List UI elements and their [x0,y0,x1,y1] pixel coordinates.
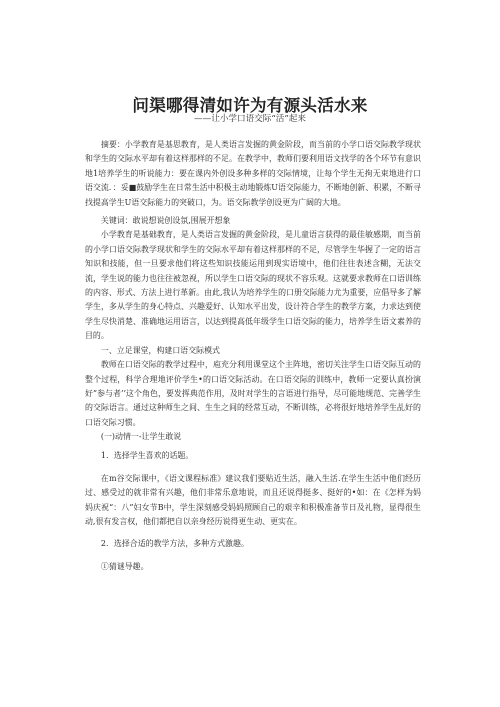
intro-paragraph: 小学教育是基础教育，是人类语言发掘的黄金阶段，是儿童语言获得的最佳敏感期，而当前的小学口语交际教学现状和学生的交际水平却有着这样那样的不足，尽管学生华握了一定的语言知识和技能，但一旦要求他们将这些知识技能运用到现实语境中，他们往往表述含糊，无法交流，学生说的能力也往往被忽视，所以学生口语交际的现状不容乐观。这就要求教师在口语训练的内容、形式、方法上进行革新。由此,我认为培养学生的口册交际能力尤为重要，应倡导多了解学生，多从学生的身心特点、兴趣爱好、认知水平出发，设计符合学生的教学方案，力求达到使学生尽快消楚、准确地运用语言，以达到提高低年级学生口语交际的能力，培养学生语文素养的目的。 [85,230,421,341]
section-paragraph: 教师在口语交际的教学过程中，庖充分利用课堂这个主阵地，密切关注学生口语交际互动的整个过程，科学合理地评价学生•的口语交际活动。在口语交际的训练中，教师一定要认真扮演好”参与者’’这个角色，要发挥典范作用，及时对学生的言语进行指导，尽可能地规范、完善学生的交际语言。通过这种师生之间、生生之间的经常互动，不断训练，必将很好地培养学生乩好的口语交际习惯。 [85,360,421,427]
page-title: 问渠哪得清如许为有源头活水来 [132,96,368,115]
page-subtitle: ——让小学口语交际“活”起来 [194,114,306,124]
keywords-line: 关键词：敢说想说创设氛,围展开想象 [100,216,231,226]
list-item-1-paragraph: 在m谷交际课中，《语文课程标准》建议我们要贴近生活，融入生活.在学生生活中他们经历过、感受过的就非常有兴趣，他们非常乐意地说，而且还说得挺多、挺好的•如：在《怎样为妈妈庆祝“：八”妇女节B中，学生深刻感受妈妈照顾自己的艰辛和积极准备节日及礼物，显得很生动,很有发言权，他们都把自以亲身经历说得更生动、更实在。 [85,473,421,527]
body-text [85,138,421,574]
list-item-2: 2．选择合适的教学方法，多种方式激趣。 [100,538,249,548]
abstract-paragraph: 摘要：小学教育是基思教育，是人类语言发掘的黄金阶段，而当前的小学口语交际教学现状和学生的交际水平却有着这样那样的不足。在教学中，教师们要利用语文找学的各个环节有意识地1培养学生的听说能力：要在课内外创设多种多样的交际情境，让每个学生无拘无束地进行口语交流．：妥■鼓励学生在日常生活中积极主动地锻炼U语交际能力，不断地创新、积累，不断寻找提高学生U语交际能力的突破口，为。语交际教学创设更为广阔的大地。 [85,140,421,207]
list-item-1: 1．选择学生喜欢的话题。 [100,450,194,460]
list-item-2-sub-1: ①猜谜导趣。 [100,561,149,571]
section-heading: 一、立足课堂，构建口语交际模式 [100,345,220,355]
subsection-heading: (一)动情一-让学生敢说 [100,432,182,442]
